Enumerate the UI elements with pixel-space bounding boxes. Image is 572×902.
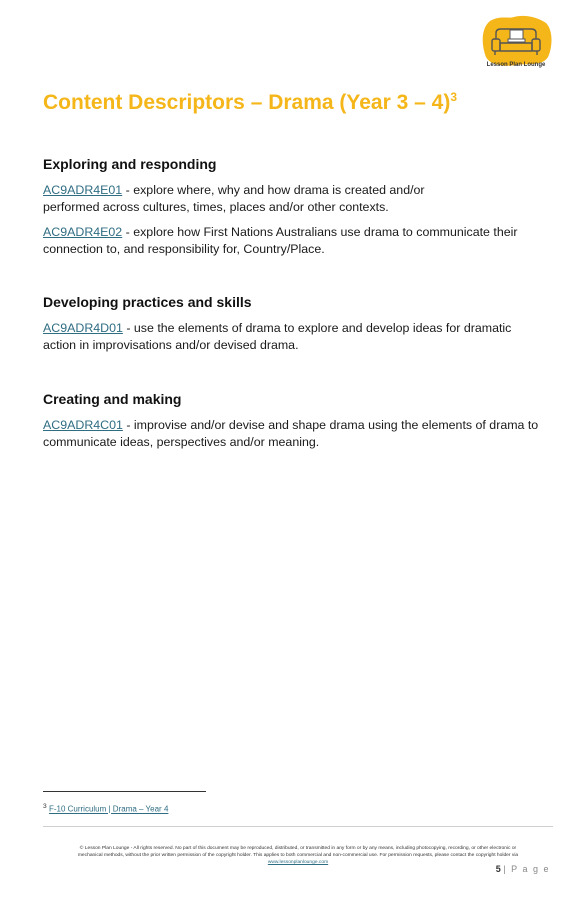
footnote-divider	[43, 791, 206, 792]
descriptor-ac9adr4e01	[43, 182, 543, 216]
section-heading-exploring: Exploring and responding	[43, 156, 217, 172]
website-link[interactable]: www.lessonplanlounge.com	[267, 860, 329, 865]
descriptor-text: communicate ideas, perspectives and/or meaning.	[43, 435, 320, 449]
title-text: Content Descriptors – Drama (Year 3 – 4)	[43, 91, 451, 114]
page-number-value: 5	[495, 864, 501, 874]
descriptor-code-link[interactable]: AC9ADR4C01	[43, 418, 123, 432]
copyright-line: mechanical methods, without the prior written permission of the copyright holder. This applies to both commercial and non-commercial use. For permission requests, please contact the copyright holder via	[77, 853, 519, 858]
descriptor-text: - explore where, why and how drama is created and/or	[122, 183, 425, 197]
footnote-link[interactable]: F-10 Curriculum | Drama – Year 4	[48, 804, 169, 814]
descriptor-ac9adr4e02	[43, 224, 543, 258]
descriptor-ac9adr4d01	[43, 320, 543, 354]
descriptor-text: - explore how First Nations Australians use drama to communicate their	[122, 225, 518, 239]
copyright-notice	[43, 845, 553, 866]
page-title	[43, 91, 457, 115]
descriptor-text: - use the elements of drama to explore and develop ideas for dramatic	[122, 321, 512, 335]
descriptor-ac9adr4c01	[43, 417, 543, 451]
copyright-line: © Lesson Plan Lounge - All rights reserved. No part of this document may be reproduced, distributed, or transmitted in any form or by any means, including photocopying, recording, or other electronic or	[79, 846, 517, 851]
descriptor-code-link[interactable]: AC9ADR4E01	[43, 183, 123, 197]
descriptor-text: performed across cultures, times, places and/or other contexts.	[43, 200, 389, 214]
descriptor-text: connection to, and responsibility for, Country/Place.	[43, 242, 325, 256]
footer-divider	[43, 826, 553, 827]
footnote-number: 3	[43, 803, 47, 810]
footnote	[43, 803, 168, 814]
descriptor-text: - improvise and/or devise and shape drama using the elements of drama to	[122, 418, 539, 432]
laptop-icon	[508, 30, 525, 42]
section-heading-creating: Creating and making	[43, 391, 182, 407]
title-footnote-ref[interactable]: 3	[450, 90, 458, 104]
logo-text: Lesson Plan Lounge	[486, 62, 546, 68]
descriptor-code-link[interactable]: AC9ADR4D01	[43, 321, 123, 335]
page-label: | P a g e	[503, 864, 550, 874]
descriptor-code-link[interactable]: AC9ADR4E02	[43, 225, 123, 239]
descriptor-text: action in improvisations and/or devised drama.	[43, 338, 299, 352]
section-heading-developing: Developing practices and skills	[43, 294, 252, 310]
page-number	[496, 864, 550, 874]
